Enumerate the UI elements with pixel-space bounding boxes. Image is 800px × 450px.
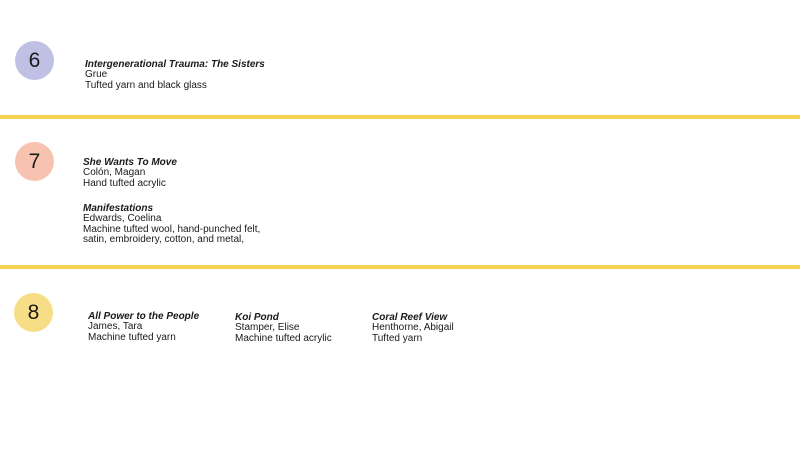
artist-name: Grue	[85, 69, 108, 81]
artwork-entry	[83, 204, 260, 246]
artwork-medium: Tufted yarn and black glass	[85, 79, 207, 91]
artwork-title: Koi Pond	[235, 312, 279, 323]
artwork-medium: Machine tufted acrylic	[235, 332, 332, 344]
section-number-badge	[15, 142, 54, 181]
section-number: 6	[28, 48, 41, 72]
artwork-title: All Power to the People	[88, 311, 200, 322]
artwork-entry	[83, 158, 177, 189]
section-number: 8	[27, 300, 40, 324]
artwork-entry	[372, 313, 454, 344]
artist-name: Stamper, Elise	[235, 322, 300, 334]
artist-name: James, Tara	[88, 321, 143, 333]
artwork-title: Coral Reef View	[372, 312, 448, 323]
artwork-medium: Machine tufted wool, hand-punched felt,	[83, 223, 261, 235]
artist-name: Colón, Magan	[83, 167, 146, 179]
artist-name: Edwards, Coelina	[83, 213, 162, 225]
artwork-entry	[235, 313, 332, 344]
artwork-title: She Wants To Move	[83, 157, 177, 168]
section-number-badge	[15, 41, 54, 80]
artwork-medium: satin, embroidery, cotton, and metal,	[83, 234, 245, 246]
artwork-entry	[85, 60, 265, 91]
artwork-entry	[88, 312, 199, 343]
section-divider	[0, 265, 800, 269]
section-divider	[0, 115, 800, 119]
section-number: 7	[28, 149, 41, 173]
section-number-badge	[14, 293, 53, 332]
artwork-title: Intergenerational Trauma: The Sisters	[85, 59, 265, 70]
artwork-medium: Machine tufted yarn	[88, 331, 176, 343]
artwork-title: Manifestations	[83, 203, 154, 214]
artwork-medium: Hand tufted acrylic	[83, 177, 166, 189]
artwork-medium: Tufted yarn	[372, 332, 423, 344]
artist-name: Henthorne, Abigail	[372, 322, 454, 334]
